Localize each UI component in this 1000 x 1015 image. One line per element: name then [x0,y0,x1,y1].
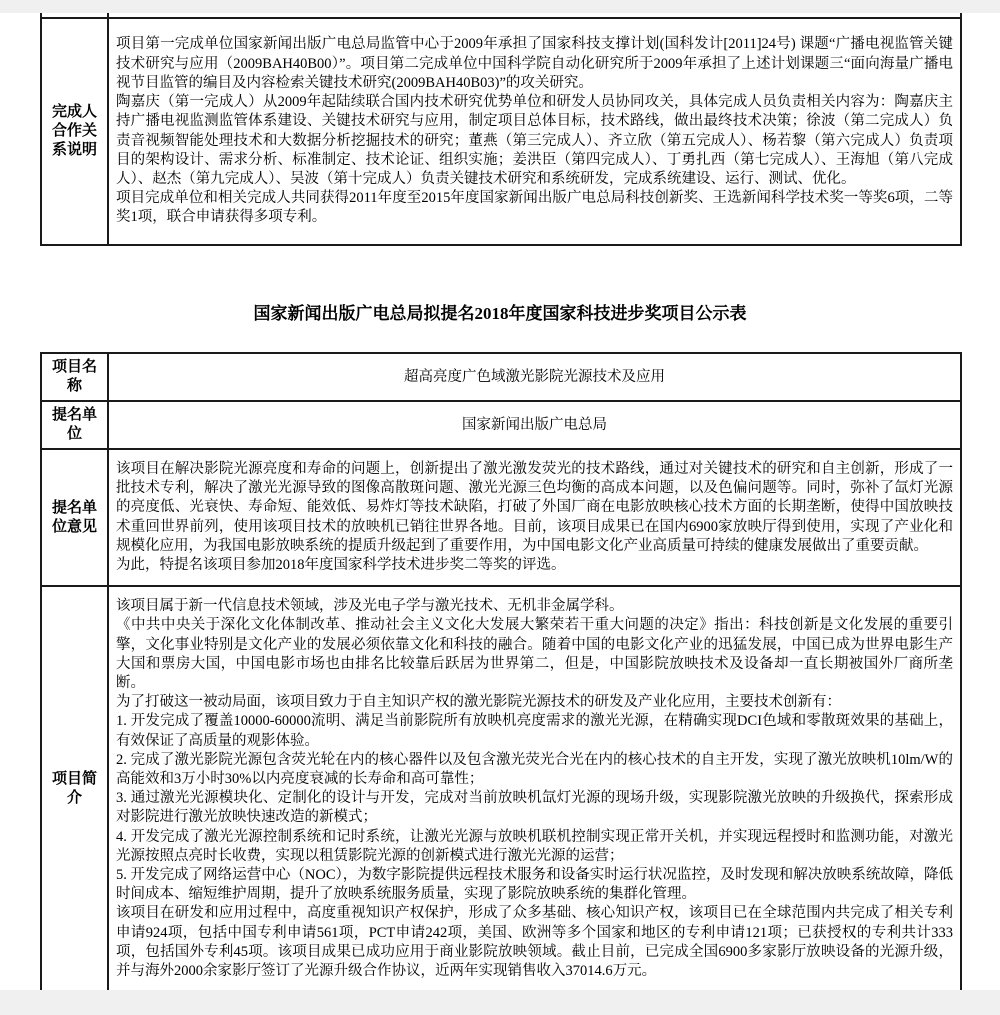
nominating-unit-opinion-row [42,448,960,585]
page-bottom-margin-band [0,990,1000,1015]
previous-row-label-fragment [42,13,109,17]
nomination-table [40,352,962,993]
summary-innovation-item-2: 2. 完成了激光影院光源包含荧光轮在内的核心器件以及包含激光荧光合光在内的核心技术的自主开发，实现了激光放映机10lm/W的高能效和3万小时30%以内亮度衰减的长寿命和高可靠性； [116,751,953,788]
project-summary-row [42,585,960,991]
project-name-label: 项目名称 [42,354,109,400]
summary-innovation-item-4: 4. 开发完成了激光光源控制系统和记时系统，让激光光源与放映机联机控制实现正常开关机，并实现远程授时和监测功能，对激光光源按照点亮时长收费，实现以租赁影院光源的创新模式进行激光光源的运营； [116,828,953,864]
cooperation-row [42,19,960,244]
project-name-row [42,354,960,400]
page-top-margin-band [0,0,1000,13]
cooperation-paragraph-2: 陶嘉庆（第一完成人）从2009年起陆续联合国内技术研究优势单位和研发人员协同攻关，具体完成人员负责相关内容为：陶嘉庆主持广播电视监测监管体系建设、关键技术研究与应用，制定项目总体目标，技术路线，做出最终技术决策；徐波（第二完成人）负责音视频智能处理技术和大数据分析挖掘技术的研究；董燕（第三完成人）、齐立欣（第五完成人）、杨若黎（第六完成人）负责项目的架构设计、需求分析、标准制定、技术论证、组织实施；姜洪臣（第四完成人）、丁勇扎西（第七完成人）、王海旭（第八完成人）、赵杰（第九完成人）、吴波（第十完成人）负责关键技术研究和系统研发，完成系统建设、运行、测试、优化。 [116,94,953,187]
nominating-unit-row [42,400,960,448]
nominating-unit-value: 国家新闻出版广电总局 [462,416,607,433]
summary-paragraph-2: 《中共中央关于深化文化体制改革、推动社会主义文化大发展大繁荣若干重大问题的决定》指出：科技创新是文化发展的重要引擎，文化事业特别是文化产业的发展必须依靠文化和科技的融合。随着中国的电影文化产业的迅猛发展，中国已成为世界电影生产大国和票房大国，中国电影市场也由排名比较靠后跃居为世界第二，但是，中国影院放映技术及设备却一直长期被国外厂商所垄断。 [116,617,953,692]
cooperation-table [40,13,962,246]
summary-paragraph-3: 为了打破这一被动局面，该项目致力于自主知识产权的激光影院光源技术的研发及产业化应用，主要技术创新有： [116,694,841,711]
page-title: 国家新闻出版广电总局拟提名2018年度国家科技进步奖项目公示表 [253,304,747,323]
cooperation-paragraph-3: 项目完成单位和相关完成人共同获得2011年度至2015年度国家新闻出版广电总局科技创新奖、王选新闻科学技术奖一等奖6项，二等奖1项，联合申请获得多项专利。 [116,190,953,226]
previous-row-content-fragment [109,13,960,17]
cooperation-row-label: 完成人合作关系说明 [42,19,109,244]
summary-paragraph-1: 该项目属于新一代信息技术领域，涉及光电子学与激光技术、无机非金属学科。 [116,598,624,615]
summary-paragraph-9: 该项目在研发和应用过程中，高度重视知识产权保护，形成了众多基础、核心知识产权，该项目已在全球范围内共完成了相关专利申请924项，包括中国专利申请561项，PCT申请242项，美国、欧洲等多个国家和地区的专利申请121项；已获授权的专利共计333项，包括国外专利45项。该项目成果已成功应用于商业影院放映领域。截止目前，已完成全国6900多家影厅放映设备的光源升级，并与海外2000余家影厅签订了光源升级合作协议，近两年实现销售收入37014.6万元。 [116,905,953,980]
opinion-paragraph-2: 为此，特提名该项目参加2018年度国家科学技术进步奖二等奖的评选。 [116,557,566,574]
project-name-value: 超高亮度广色域激光影院光源技术及应用 [404,368,665,385]
opinion-paragraph-1: 该项目在解决影院光源亮度和寿命的问题上，创新提出了激光激发荧光的技术路线，通过对关键技术的研究和自主创新，形成了一批技术专利，解决了激光光源导致的图像高散斑问题、激光光源三色均衡的高成本问题，以及色偏问题等。同时，弥补了氙灯光源的亮度低、光衰快、寿命短、能效低、易炸灯等技术缺陷，打破了外国厂商在电影放映核心技术方面的长期垄断，使得中国放映技术重回世界前列，使用该项目技术的放映机已销往世界各地。目前，该项目成果已在国内6900家放映厅得到使用，实现了产业化和规模化应用，为我国电影放映系统的提质升级起到了重要作用，为中国电影文化产业高质量可持续的健康发展做出了重要贡献。 [116,461,953,554]
summary-innovation-item-1: 1. 开发完成了覆盖10000-60000流明、满足当前影院所有放映机亮度需求的激光光源，在精确实现DCI色域和零散斑效果的基础上，有效保证了高质量的观影体验。 [116,713,953,749]
project-summary-label: 项目简介 [42,587,109,991]
summary-innovation-item-5: 5. 开发完成了网络运营中心（NOC），为数字影院提供远程技术服务和设备实时运行状况监控，及时发现和解决放映系统故障，降低时间成本、缩短维护周期，提升了放映系统服务质量，实现了影院放映系统的集群化管理。 [116,867,953,903]
cooperation-row-content [109,19,960,244]
nominating-unit-opinion-label: 提名单位意见 [42,450,109,585]
nominating-unit-label: 提名单位 [42,402,109,448]
summary-innovation-item-3: 3. 通过激光光源模块化、定制化的设计与开发，完成对当前放映机氙灯光源的现场升级，实现影院激光放映的升级换代，探索形成对影院进行激光放映快速改造的新模式； [116,790,953,826]
nominating-unit-opinion-content [109,450,960,585]
cooperation-paragraph-1: 项目第一完成单位国家新闻出版广电总局监管中心于2009年承担了国家科技支撑计划(国科发计[2011]24号) 课题“广播电视监管关键技术研究与应用（2009BAH40B00）”。项目第二完成单位中国科学院自动化研究所于2009年承担了上述计划课题三“面向海量广播电视节目监管的编目及内容检索关键技术研究(2009BAH40B03)”的攻关研究。 [116,36,953,91]
project-summary-content [109,587,960,991]
